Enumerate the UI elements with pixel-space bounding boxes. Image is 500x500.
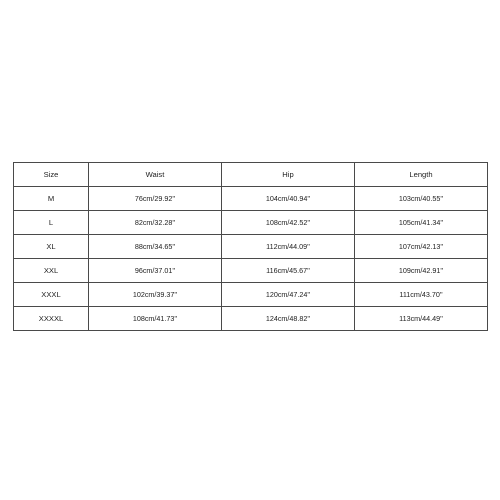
header-waist: Waist <box>89 163 222 187</box>
waist-cell: 102cm/39.37'' <box>89 283 222 307</box>
size-cell: XXXL <box>14 283 89 307</box>
header-length: Length <box>355 163 488 187</box>
waist-cell: 88cm/34.65'' <box>89 235 222 259</box>
waist-cell: 76cm/29.92'' <box>89 187 222 211</box>
waist-cell: 96cm/37.01'' <box>89 259 222 283</box>
size-cell: M <box>14 187 89 211</box>
length-cell: 105cm/41.34'' <box>355 211 488 235</box>
waist-cell: 82cm/32.28'' <box>89 211 222 235</box>
size-cell: XXXXL <box>14 307 89 331</box>
length-cell: 111cm/43.70'' <box>355 283 488 307</box>
table-row <box>14 187 488 211</box>
hip-cell: 112cm/44.09'' <box>222 235 355 259</box>
table-row <box>14 307 488 331</box>
hip-cell: 116cm/45.67'' <box>222 259 355 283</box>
length-cell: 107cm/42.13'' <box>355 235 488 259</box>
hip-cell: 108cm/42.52'' <box>222 211 355 235</box>
hip-cell: 124cm/48.82'' <box>222 307 355 331</box>
table-row <box>14 283 488 307</box>
hip-cell: 104cm/40.94'' <box>222 187 355 211</box>
header-size: Size <box>14 163 89 187</box>
table-header-row <box>14 163 488 187</box>
table-row <box>14 211 488 235</box>
hip-cell: 120cm/47.24'' <box>222 283 355 307</box>
waist-cell: 108cm/41.73'' <box>89 307 222 331</box>
length-cell: 113cm/44.49'' <box>355 307 488 331</box>
size-cell: XL <box>14 235 89 259</box>
header-hip: Hip <box>222 163 355 187</box>
table-row <box>14 259 488 283</box>
length-cell: 103cm/40.55'' <box>355 187 488 211</box>
length-cell: 109cm/42.91'' <box>355 259 488 283</box>
table-row <box>14 235 488 259</box>
size-cell: XXL <box>14 259 89 283</box>
size-chart-table <box>13 162 488 331</box>
size-cell: L <box>14 211 89 235</box>
